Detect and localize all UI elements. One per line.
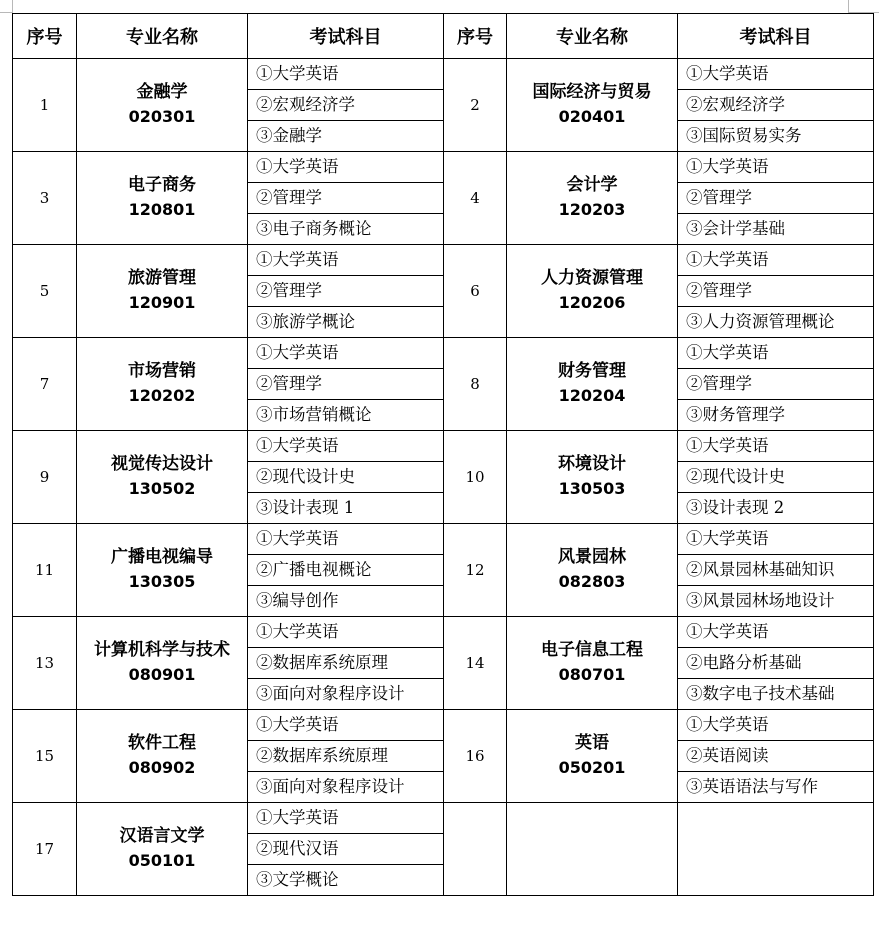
subject-cell: ①大学英语 (678, 524, 874, 555)
major-cell (507, 803, 678, 896)
subject-cell: ②管理学 (248, 183, 444, 214)
subject-cell: ①大学英语 (678, 431, 874, 462)
major-cell (507, 152, 678, 245)
major-cell (507, 245, 678, 338)
crop-mark-top-left (12, 0, 13, 12)
seq-cell: 15 (13, 710, 77, 803)
seq-cell: 1 (13, 59, 77, 152)
major-cell (507, 431, 678, 524)
major-code: 082803 (558, 572, 626, 591)
subject-cell: ③面向对象程序设计 (248, 772, 444, 803)
subject-cell: ②现代设计史 (248, 462, 444, 493)
subject-cell: ①大学英语 (678, 338, 874, 369)
major-name: 视觉传达设计 (111, 454, 213, 474)
major-code: 130503 (558, 479, 626, 498)
subject-cell: ②现代设计史 (678, 462, 874, 493)
major-name: 金融学 (136, 82, 188, 102)
header-subjects: 考试科目 (248, 14, 444, 59)
major-name: 环境设计 (558, 454, 626, 474)
header-subjects: 考试科目 (678, 14, 874, 59)
subject-cell: ②管理学 (678, 369, 874, 400)
major-cell (507, 710, 678, 803)
subject-cell: ③编导创作 (248, 586, 444, 617)
seq-cell: 5 (13, 245, 77, 338)
subject-cell: ③人力资源管理概论 (678, 307, 874, 338)
header-major: 专业名称 (507, 14, 678, 59)
seq-cell: 12 (444, 524, 507, 617)
subject-cell: ②风景园林基础知识 (678, 555, 874, 586)
header-seq: 序号 (13, 14, 77, 59)
subject-cell: ②管理学 (678, 183, 874, 214)
subject-cell: ①大学英语 (678, 617, 874, 648)
subject-cell: ①大学英语 (248, 431, 444, 462)
major-cell (77, 338, 248, 431)
table-row (13, 245, 874, 276)
major-cell (77, 617, 248, 710)
subject-cell: ①大学英语 (248, 152, 444, 183)
seq-cell: 4 (444, 152, 507, 245)
major-name: 风景园林 (558, 547, 626, 567)
subject-cell: ①大学英语 (678, 152, 874, 183)
table-row (13, 338, 874, 369)
subject-cell: ①大学英语 (678, 59, 874, 90)
major-cell (77, 245, 248, 338)
major-code: 130502 (128, 479, 196, 498)
table-row (13, 431, 874, 462)
subject-cell: ②现代汉语 (248, 834, 444, 865)
subject-cell: ③面向对象程序设计 (248, 679, 444, 710)
seq-cell: 11 (13, 524, 77, 617)
subject-cell: ②数据库系统原理 (248, 648, 444, 679)
table-row (13, 152, 874, 183)
subject-cell: ②电路分析基础 (678, 648, 874, 679)
subject-cell: ③市场营销概论 (248, 400, 444, 431)
subject-cell: ②宏观经济学 (248, 90, 444, 121)
major-code: 120801 (128, 200, 196, 219)
seq-cell: 9 (13, 431, 77, 524)
subject-cell: ③文学概论 (248, 865, 444, 896)
subject-cell: ①大学英语 (678, 710, 874, 741)
major-code: 080901 (128, 665, 196, 684)
subject-cell: ②宏观经济学 (678, 90, 874, 121)
table-row (13, 524, 874, 555)
major-code: 120206 (558, 293, 626, 312)
seq-cell: 2 (444, 59, 507, 152)
major-code: 020401 (558, 107, 626, 126)
subject-cell: ③英语语法与写作 (678, 772, 874, 803)
major-code: 080701 (558, 665, 626, 684)
subject-cell: ③数字电子技术基础 (678, 679, 874, 710)
major-code: 080902 (128, 758, 196, 777)
subject-cell: ②广播电视概论 (248, 555, 444, 586)
major-name: 汉语言文学 (119, 826, 205, 846)
subject-cell: ③风景园林场地设计 (678, 586, 874, 617)
subject-cell: ①大学英语 (248, 524, 444, 555)
major-cell (77, 524, 248, 617)
major-name: 广播电视编导 (111, 547, 213, 567)
major-name: 电子信息工程 (541, 640, 643, 660)
header-seq: 序号 (444, 14, 507, 59)
subject-cell: ①大学英语 (248, 59, 444, 90)
major-code: 120901 (128, 293, 196, 312)
major-cell (507, 617, 678, 710)
major-code: 120203 (558, 200, 626, 219)
major-cell (507, 338, 678, 431)
major-cell (77, 710, 248, 803)
major-name: 人力资源管理 (541, 268, 643, 288)
seq-cell: 6 (444, 245, 507, 338)
seq-cell: 14 (444, 617, 507, 710)
seq-cell: 3 (13, 152, 77, 245)
major-name: 会计学 (566, 175, 618, 195)
subject-cell: ③旅游学概论 (248, 307, 444, 338)
crop-mark-top-right (848, 0, 849, 12)
table-row (13, 617, 874, 648)
empty-cell (678, 803, 874, 896)
subject-cell: ①大学英语 (248, 617, 444, 648)
subject-cell: ①大学英语 (248, 245, 444, 276)
major-name: 英语 (575, 733, 609, 753)
major-name: 市场营销 (128, 361, 196, 381)
major-code: 020301 (128, 107, 196, 126)
subject-cell: ①大学英语 (678, 245, 874, 276)
major-name: 国际经济与贸易 (532, 82, 652, 102)
seq-cell: 7 (13, 338, 77, 431)
table-row (13, 710, 874, 741)
subject-cell: ①大学英语 (248, 803, 444, 834)
subject-cell: ②管理学 (678, 276, 874, 307)
subject-cell: ①大学英语 (248, 338, 444, 369)
subject-cell: ①大学英语 (248, 710, 444, 741)
subject-cell: ③金融学 (248, 121, 444, 152)
major-cell (77, 59, 248, 152)
subject-cell: ③电子商务概论 (248, 214, 444, 245)
subject-cell: ③会计学基础 (678, 214, 874, 245)
subject-cell: ②管理学 (248, 276, 444, 307)
major-name: 电子商务 (128, 175, 196, 195)
major-code: 120204 (558, 386, 626, 405)
major-name: 软件工程 (128, 733, 196, 753)
subject-cell: ③设计表现 2 (678, 493, 874, 524)
subject-cell: ③国际贸易实务 (678, 121, 874, 152)
seq-cell: 13 (13, 617, 77, 710)
major-name: 旅游管理 (128, 268, 196, 288)
major-name: 财务管理 (558, 361, 626, 381)
major-code: 120202 (128, 386, 196, 405)
major-cell (77, 431, 248, 524)
majors-exam-table (12, 13, 874, 896)
seq-cell: 16 (444, 710, 507, 803)
header-major: 专业名称 (77, 14, 248, 59)
major-cell (507, 524, 678, 617)
seq-cell: 10 (444, 431, 507, 524)
subject-cell: ②英语阅读 (678, 741, 874, 772)
subject-cell: ③财务管理学 (678, 400, 874, 431)
seq-cell (444, 803, 507, 896)
table-row (13, 59, 874, 90)
major-cell (77, 803, 248, 896)
table-body (13, 59, 874, 896)
seq-cell: 17 (13, 803, 77, 896)
major-code: 130305 (128, 572, 196, 591)
table-row (13, 803, 874, 834)
major-code: 050101 (128, 851, 196, 870)
subject-cell: ③设计表现 1 (248, 493, 444, 524)
subject-cell: ②管理学 (248, 369, 444, 400)
seq-cell: 8 (444, 338, 507, 431)
table-header-row (13, 14, 874, 59)
subject-cell: ②数据库系统原理 (248, 741, 444, 772)
major-code: 050201 (558, 758, 626, 777)
major-cell (77, 152, 248, 245)
major-name: 计算机科学与技术 (94, 640, 230, 660)
major-cell (507, 59, 678, 152)
